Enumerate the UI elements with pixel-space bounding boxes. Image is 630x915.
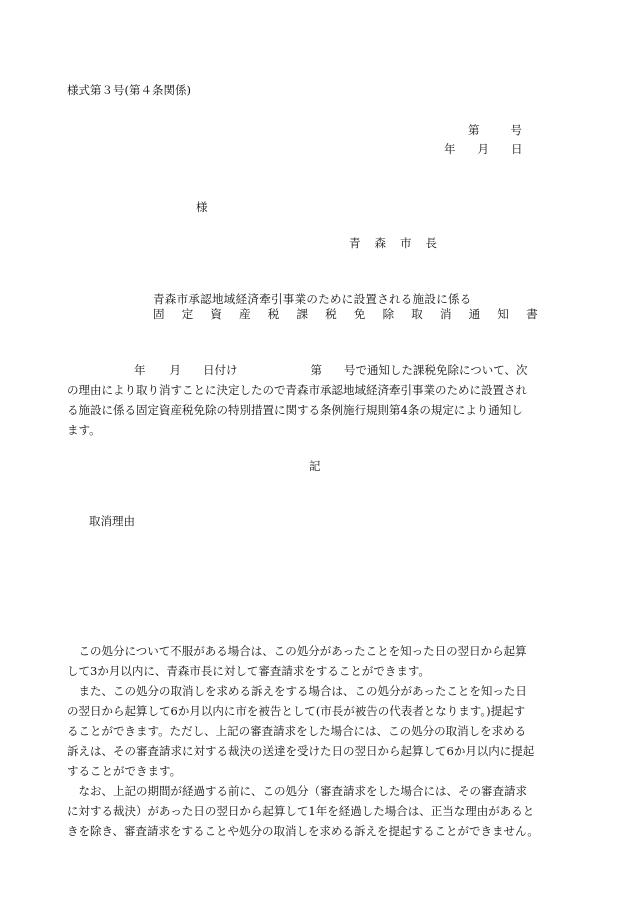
body-dated: 日付け: [203, 363, 238, 377]
form-number: 様式第３号(第４条関係): [67, 83, 191, 97]
issuer: 青森市長: [349, 236, 451, 250]
document-number-prefix: 第: [468, 123, 480, 137]
body-line-1: [67, 360, 553, 380]
body-line-3: る施設に係る固定資産税免除の特別措置に関する条例施行規則第4条の規定により通知し: [67, 403, 523, 417]
addressee-suffix: 様: [196, 200, 208, 214]
appeal-notice: [67, 641, 557, 841]
notice-line: ることができます。ただし、上記の審査請求をした場合には、この処分の取消しを求める: [67, 724, 527, 738]
body-line-1-rest: 号で通知した課税免除について、次: [344, 363, 528, 377]
document-number-suffix: 号: [510, 123, 522, 137]
body-year: 年: [134, 363, 146, 377]
notice-line: また、この処分の取消しを求める訴えをする場合は、この処分があったことを知った日: [67, 684, 527, 698]
issue-date: [444, 141, 523, 157]
date-day: 日: [511, 142, 523, 156]
notice-line: 訴えは、その審査請求に対する裁決の送達を受けた日の翌日から起算して6か月以内に提起: [67, 744, 535, 758]
date-month: 月: [477, 142, 489, 156]
title-line-2: 固定資産税課税免除取消通知書: [153, 307, 555, 321]
title-line-1: 青森市承認地域経済牽引事業のために設置される施設に係る: [153, 292, 472, 306]
notice-line: に対する裁決）があった日の翌日から起算して1年を経過した場合は、正当な理由があると: [67, 804, 535, 818]
body-month: 月: [169, 363, 181, 377]
body-paragraph: [67, 360, 553, 440]
notice-line: なお、上記の期間が経過する前に、この処分（審査請求をした場合には、その審査請求: [67, 784, 527, 798]
reason-label: 取消理由: [89, 514, 135, 528]
date-year: 年: [444, 142, 456, 156]
body-line-2: の理由により取り消すことに決定したので青森市承認地域経済牽引事業のために設置され: [67, 383, 527, 397]
body-line-4: ます。: [67, 423, 101, 437]
notice-line: この処分について不服がある場合は、この処分があったことを知った日の翌日から起算: [67, 644, 527, 658]
notice-line: することができます。: [67, 764, 182, 778]
record-label: 記: [309, 459, 321, 473]
notice-line: して3か月以内に、青森市長に対して審査請求をすることができます。: [67, 664, 430, 678]
body-no: 第: [310, 363, 322, 377]
notice-line: きを除き、審査請求をすることや処分の取消しを求める訴えを提起することができません。: [67, 824, 539, 838]
notice-line: の翌日から起算して6か月以内に市を被告として(市長が被告の代表者となります。)提起す: [67, 704, 526, 718]
document-number: [468, 122, 522, 138]
